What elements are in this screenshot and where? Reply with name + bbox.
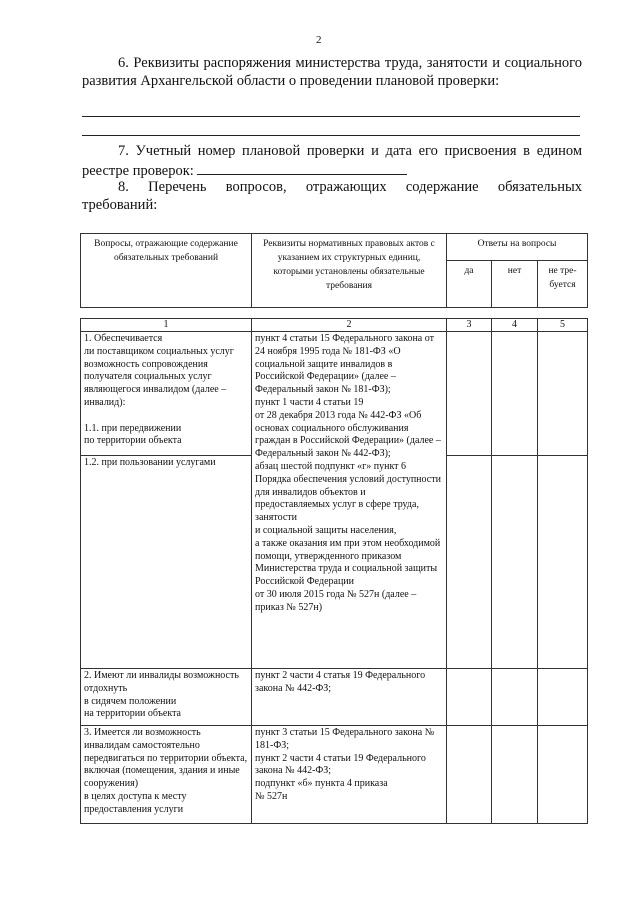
answer-yes-3[interactable]: [447, 726, 492, 824]
column-number-1: 1: [81, 319, 252, 332]
column-number-4: 4: [492, 319, 538, 332]
column-number-2: 2: [252, 319, 447, 332]
header-not-required: не тре-буется: [538, 261, 588, 308]
answer-yes-2[interactable]: [447, 669, 492, 726]
answer-no-1-2[interactable]: [492, 456, 538, 669]
item-6-fill-line-2: [82, 135, 580, 136]
item-7-fill-line: [197, 160, 407, 175]
table-row: [81, 332, 588, 456]
answer-not-required-2[interactable]: [538, 669, 588, 726]
answer-no-3[interactable]: [492, 726, 538, 824]
answer-no-2[interactable]: [492, 669, 538, 726]
answer-not-required-3[interactable]: [538, 726, 588, 824]
column-number-5: 5: [538, 319, 588, 332]
column-number-3: 3: [447, 319, 492, 332]
requisites-1: пункт 4 статьи 15 Федерального закона от 24 ноября 1995 года № 181-ФЗ «О социальной защите инвалидов в Российской Федерации» (далее – Федеральный закон № 181-ФЗ); пункт 1 части 4 статьи 19 от 28 декабря 2013 года № 442-ФЗ «Об основах социального обслуживания граждан в Российской Федерации» (далее – Федеральный закон № 442-ФЗ); абзац шестой подпункт «г» пункт 6 Порядка обеспечения условий доступности для инвалидов объектов и предоставляемых услуг в сфере труда, занятости и социальной защиты населения, а также оказания им при этом необходимой помощи, утвержденного приказом Министерства труда и социальной защиты Российской Федерации от 30 июля 2015 года № 527н (далее – приказ № 527н): [252, 332, 447, 669]
answer-not-required-1-1[interactable]: [538, 332, 588, 456]
question-1-2: 1.2. при пользовании услугами: [81, 456, 252, 669]
item-8-text: 8. Перечень вопросов, отражающих содержание обязательных требований:: [82, 179, 582, 213]
table-row: [81, 726, 588, 824]
answer-yes-1-1[interactable]: [447, 332, 492, 456]
questions-table-body: [80, 318, 588, 824]
requisites-3: пункт 3 статьи 15 Федерального закона № 181-ФЗ; пункт 2 части 4 статьи 19 Федерального закона № 442-ФЗ; подпункт «б» пункта 4 приказа № 527н: [252, 726, 447, 824]
page-number: 2: [316, 34, 322, 46]
item-6-text: 6. Реквизиты распоряжения министерства труда, занятости и социального развития Архангельской области о проведении плановой проверки:: [82, 55, 582, 89]
answer-yes-1-2[interactable]: [447, 456, 492, 669]
questions-table-header: [80, 233, 588, 308]
header-no: нет: [492, 261, 538, 308]
table-row: [81, 669, 588, 726]
header-questions: Вопросы, отражающие содержание обязательных требований: [81, 234, 252, 308]
question-3: 3. Имеется ли возможность инвалидам самостоятельно передвигаться по территории объекта, включая (помещения, здания и иные сооружения) в целях доступа к месту предоставления услуги: [81, 726, 252, 824]
item-7-text: 7. Учетный номер плановой проверки и дата его присвоения в едином реестре проверок:: [82, 143, 582, 179]
header-requisites: Реквизиты нормативных правовых актов с указанием их структурных единиц, которыми установлены обязательные требования: [252, 234, 447, 308]
question-1: 1. Обеспечивается ли поставщиком социальных услуг возможность сопровождения получателя социальных услуг являющегося инвалидом (далее – инвалид): 1.1. при передвижении по территории объекта: [81, 332, 252, 456]
header-yes: да: [447, 261, 492, 308]
requisites-2: пункт 2 части 4 статья 19 Федерального закона № 442-ФЗ;: [252, 669, 447, 726]
item-7-paragraph: [82, 142, 582, 180]
answer-not-required-1-2[interactable]: [538, 456, 588, 669]
question-2: 2. Имеют ли инвалиды возможность отдохнуть в сидячем положении на территории объекта: [81, 669, 252, 726]
item-6-fill-line-1: [82, 116, 580, 117]
header-answers: Ответы на вопросы: [447, 234, 588, 261]
answer-no-1-1[interactable]: [492, 332, 538, 456]
